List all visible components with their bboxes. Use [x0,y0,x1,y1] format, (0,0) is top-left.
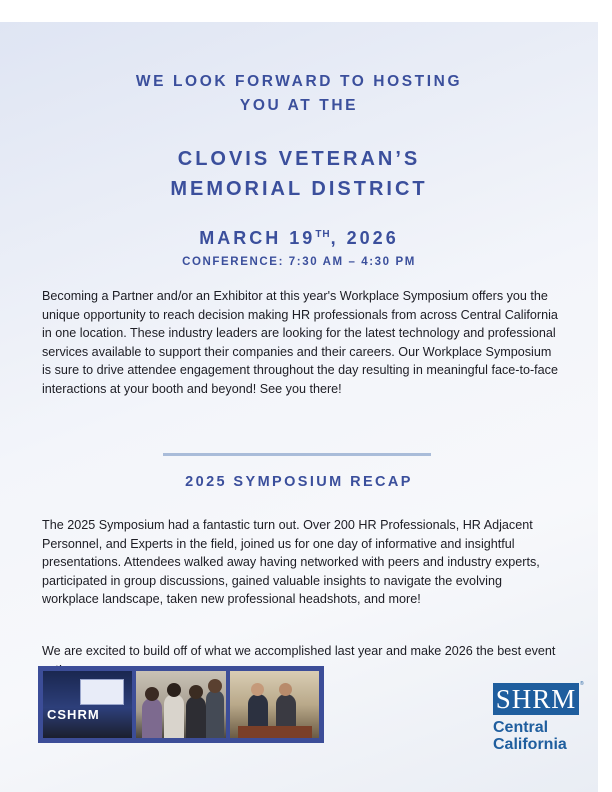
stage-photo [43,671,132,738]
recap-title: 2025 SYMPOSIUM RECAP [185,474,413,490]
booth-table [238,726,312,738]
venue-heading-line2: MEMORIAL DISTRICT [170,178,428,200]
intro-heading-line2: YOU AT THE [239,97,359,114]
recap-paragraph: The 2025 Symposium had a fantastic turn out. Over 200 HR Professionals, HR Adjacent Personnel, and Experts in the field, joined us for one day of informative and insightful presentations. Attendees walked away having networked with peers and industry experts, participated in group discussions, gained valuable insights to navigate the evolving workplace landscape, taken new professional headshots, and more! [42,518,540,606]
intro-heading [0,70,598,118]
person-figure [186,696,206,738]
event-date-year: , 2026 [330,228,399,248]
closing-paragraph: We are excited to build off of what we accomplished last year and make 2026 the best event [42,644,556,658]
shrm-logo-mark: SHRM [493,683,579,715]
venue-heading [0,144,598,204]
presentation-screen [80,679,124,705]
intro-heading-line1: WE LOOK FORWARD TO HOSTING [135,73,463,90]
event-date-main: MARCH 19 [199,228,316,248]
venue-heading-line1: CLOVIS VETERAN’S [177,148,421,170]
chapter-name-line2: California [493,736,567,753]
person-head [279,683,292,696]
person-head [251,683,264,696]
registered-mark: ® [580,681,584,687]
event-date [0,228,598,249]
conference-time: CONFERENCE: 7:30 AM – 4:30 PM [182,256,416,268]
stage-sign: CSHRM [47,707,100,722]
person-figure [206,690,224,738]
section-divider [163,453,431,456]
event-date-suffix: TH [315,229,331,240]
person-figure [164,694,184,738]
exhibitor-booth-photo [230,671,319,738]
attendees-group-photo [136,671,225,738]
chapter-name [493,719,567,753]
person-figure [142,698,162,738]
intro-paragraph: Becoming a Partner and/or an Exhibitor at this year's Workplace Symposium offers you the unique opportunity to reach decision making HR professionals from across Central California in one location. These industry leaders are looking for the latest technology and professional services available to support their companies and their careers. Our Workplace Symposium is sure to drive attendee engagement throughout the day resulting in meaningful face-to-face interactions at your booth and beyond! See you there! [42,289,558,396]
chapter-name-line1: Central [493,719,549,736]
event-photo-strip [38,666,324,743]
